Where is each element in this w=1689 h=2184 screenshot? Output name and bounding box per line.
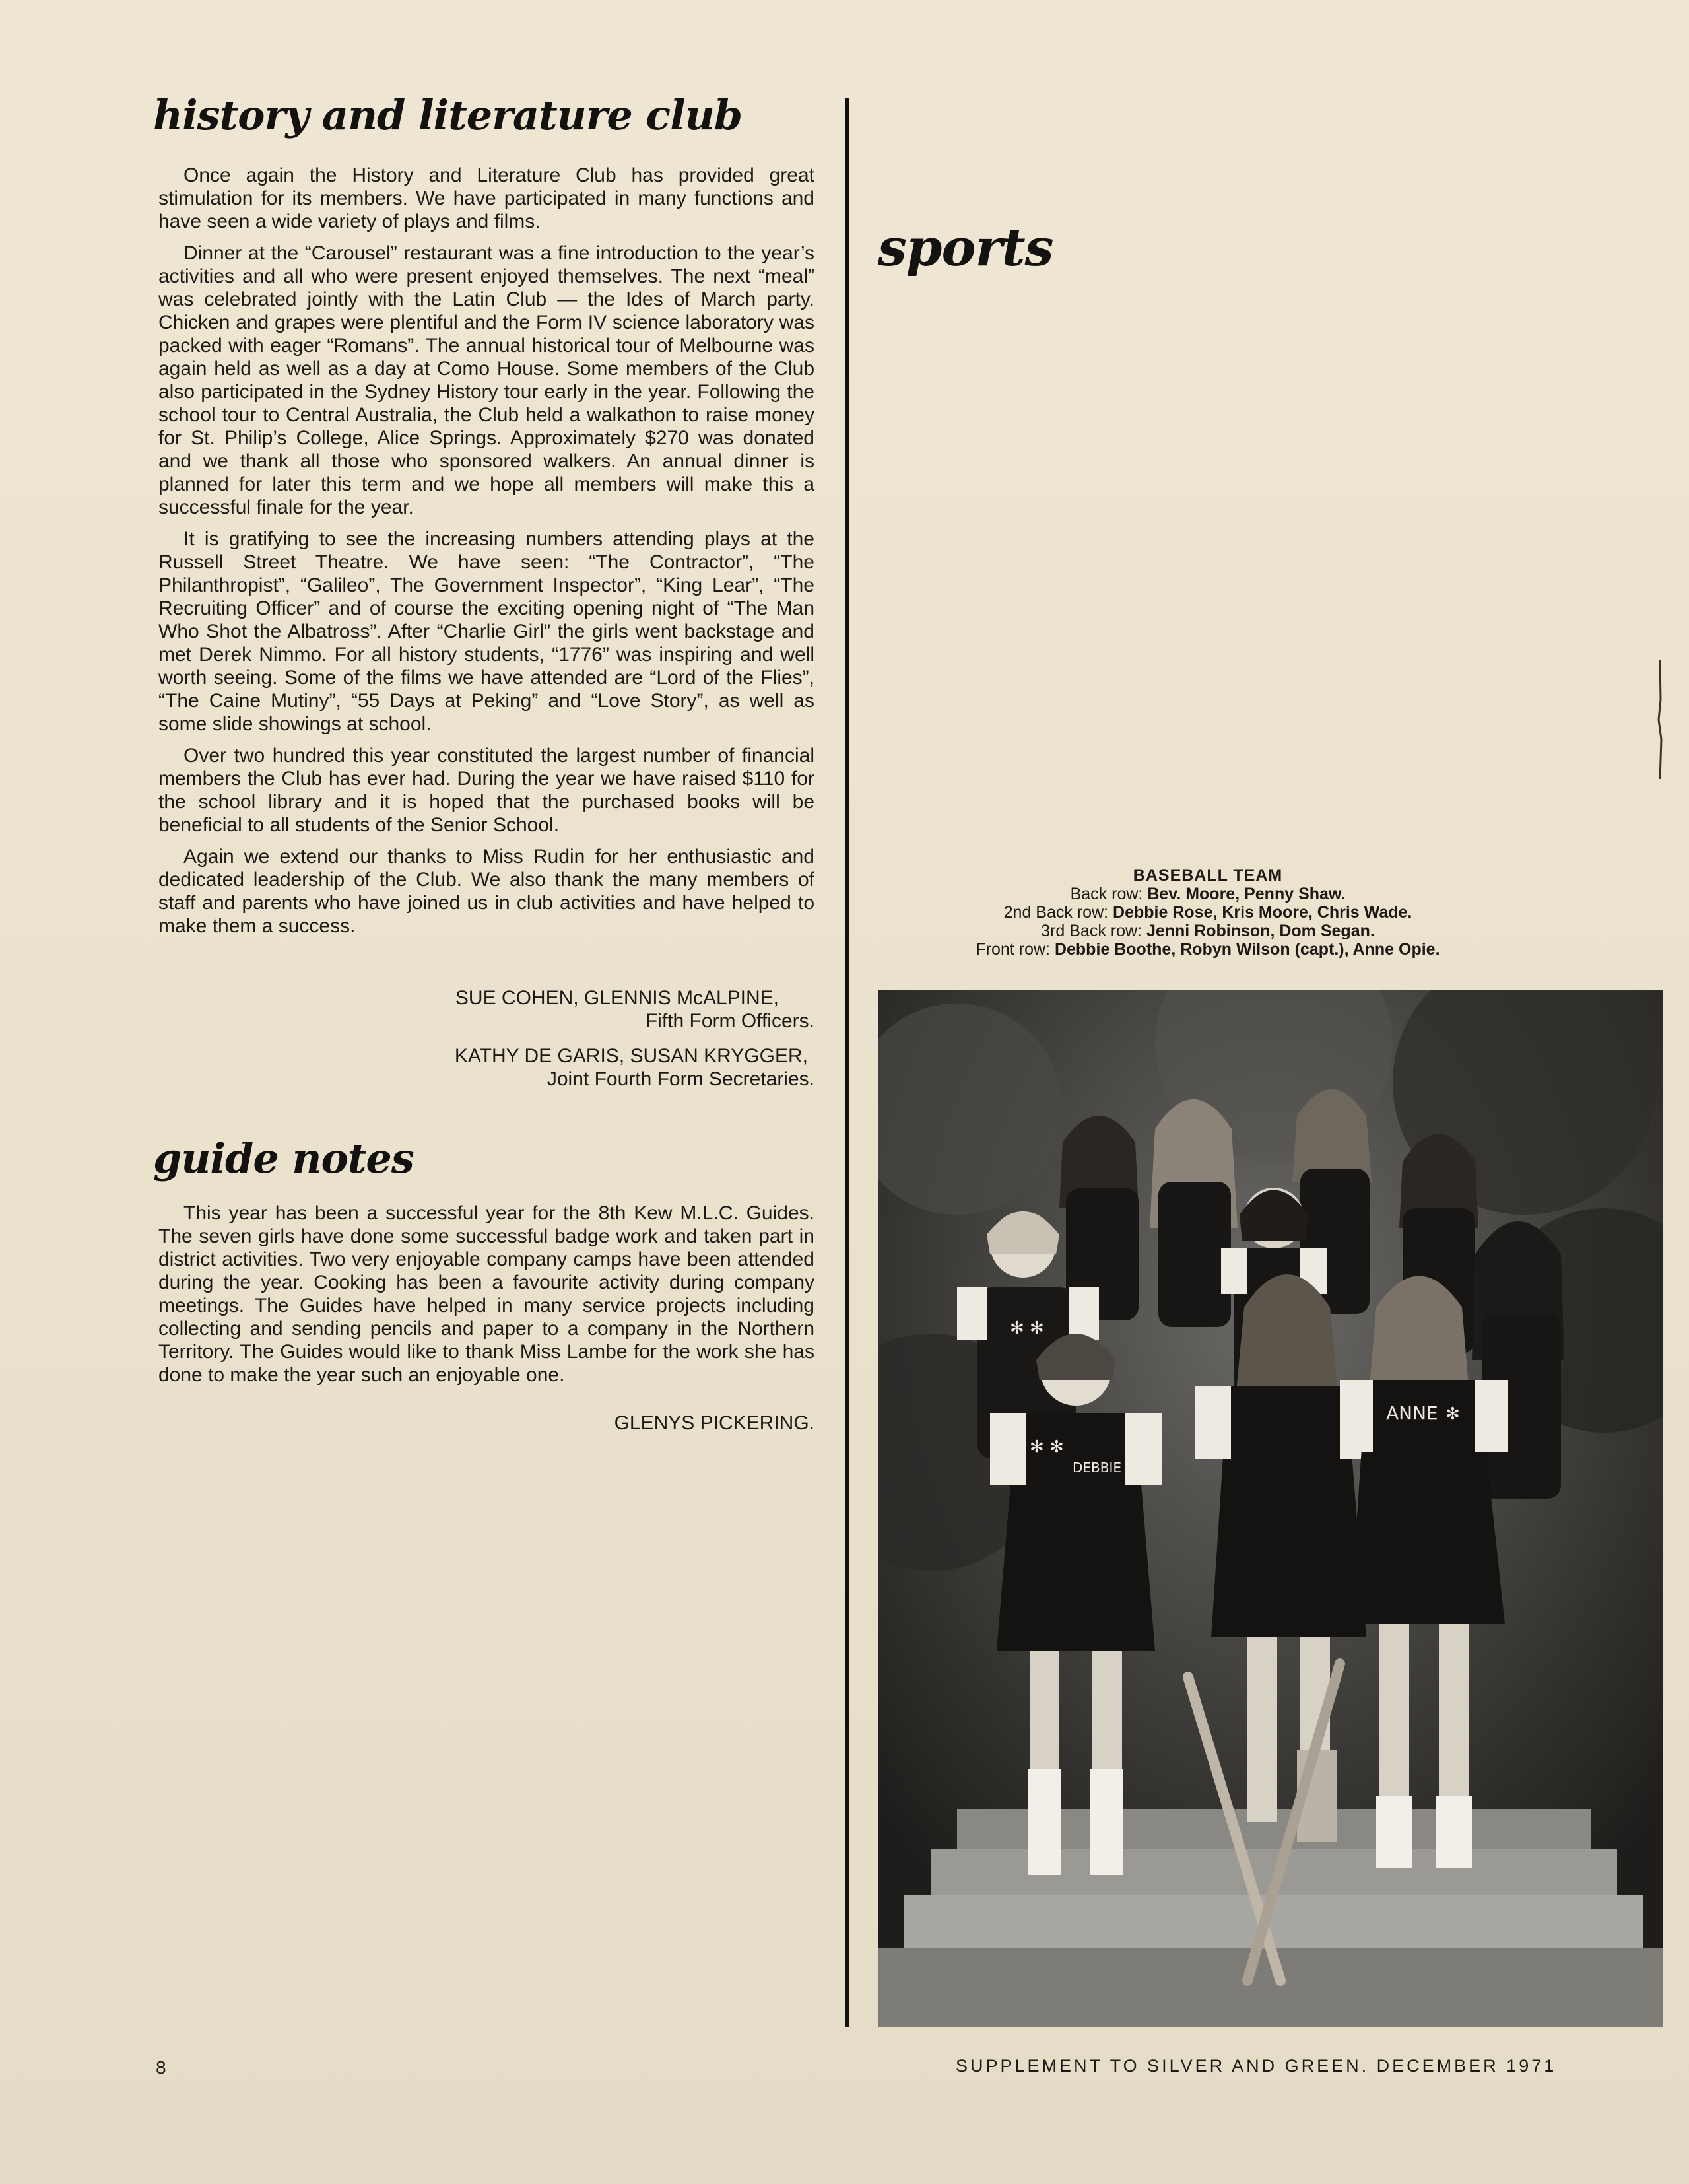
page-number: 8: [156, 2057, 166, 2078]
shirt-label-anne: ANNE: [1386, 1402, 1438, 1424]
shirt-label-debbie: DEBBIE: [1073, 1460, 1122, 1476]
guide-notes-heading: guide notes: [153, 1134, 414, 1182]
caption-row: [871, 885, 1544, 903]
history-paragraph-4: Over two hundred this year constituted the largest number of financial members the Club has ever had. During the year we have raised $110 for the school library and it is hoped that the purchased books will be beneficial to all students of the Senior School.: [158, 745, 814, 836]
caption-row-label: Front row:: [976, 940, 1050, 959]
svg-text:✻ ✻: ✻ ✻: [1030, 1437, 1064, 1457]
signature-1-names: SUE COHEN, GLENNIS McALPINE,: [455, 987, 779, 1009]
staple-mark: [1657, 660, 1663, 779]
caption-row-names: Debbie Boothe, Robyn Wilson (capt.), Anne Opie.: [1054, 940, 1440, 959]
history-paragraph-3: It is gratifying to see the increasing numbers attending plays at the Russell Street Theatre. We have seen: “The Contractor”, “The Philanthropist”, “Galileo”, The Government Inspector”, “King Lear”, “The Recruiting Officer” and of course the exciting opening night of “The Man Who Shot the Albatross”. After “Charlie Girl” the girls went backstage and met Derek Nimmo. For all history students, “1776” was inspiring and well worth seeing. Some of the films we have attended are “Lord of the Flies”, “The Caine Mutiny”, “55 Days at Peking” and “Love Story”, as well as some slide showings at school.: [158, 528, 814, 735]
team-photo-illustration: [878, 990, 1663, 2027]
signature-2-names: KATHY DE GARIS, SUSAN KRYGGER,: [454, 1045, 808, 1067]
photo-caption: [871, 866, 1544, 959]
caption-row-label: 3rd Back row:: [1041, 922, 1142, 940]
caption-row: [871, 940, 1544, 959]
history-paragraph-2: Dinner at the “Carousel” restaurant was a fine introduction to the year’s activities and all who were present enjoyed themselves. The next “meal” was celebrated jointly with the Latin Club — the Ides of March party. Chicken and grapes were plentiful and the Form IV science laboratory was packed with eager “Romans”. The annual historical tour of Melbourne was again held as well as a day at Como House. Some members of the Club also participated in the Sydney History tour early in the year. Following the school tour to Central Australia, the Club held a walkathon to raise money for St. Philip’s College, Alice Springs. Approximately $270 was donated and we thank all those who sponsored walkers. An annual dinner is planned for later this term and we hope all members will make this a successful finale for the year.: [158, 242, 814, 518]
signature-2-role: Joint Fourth Form Secretaries.: [546, 1068, 814, 1090]
history-signatures: [220, 986, 814, 1091]
guide-notes-signature: GLENYS PICKERING.: [614, 1412, 814, 1434]
caption-row: [871, 922, 1544, 940]
caption-row-label: 2nd Back row:: [1003, 903, 1109, 922]
caption-title: BASEBALL TEAM: [1133, 866, 1283, 885]
caption-row-label: Back row:: [1070, 885, 1143, 903]
caption-row: [871, 903, 1544, 922]
svg-text:✻: ✻: [1445, 1404, 1460, 1424]
publication-line: SUPPLEMENT TO SILVER AND GREEN. DECEMBER 1971: [956, 2056, 1557, 2076]
history-club-body: [158, 164, 814, 946]
history-paragraph-5: Again we extend our thanks to Miss Rudin for her enthusiastic and dedicated leadership of the Club. We also thank the many members of staff and parents who have joined us in club activities and have helped to make them a success.: [158, 846, 814, 937]
caption-row-names: Debbie Rose, Kris Moore, Chris Wade.: [1113, 903, 1412, 922]
guide-notes-paragraph: This year has been a successful year for the 8th Kew M.L.C. Guides. The seven girls have done some successful badge work and taken part in district activities. Two very enjoyable company camps have been attended during the year. Cooking has been a favourite activity during company meetings. The Guides have helped in many service projects including collecting and sending pencils and paper to a company in the Northern Territory. The Guides would like to thank Miss Lambe for the work she has done to make the year such an enjoyable one.: [158, 1202, 814, 1386]
sports-heading: sports: [878, 218, 1053, 278]
column-divider: [845, 98, 849, 2027]
team-photo: [878, 990, 1663, 2027]
history-club-heading: history and literature club: [153, 91, 743, 139]
signature-1-role: Fifth Form Officers.: [645, 1010, 814, 1032]
caption-row-names: Bev. Moore, Penny Shaw.: [1147, 885, 1346, 903]
guide-notes-body: [158, 1202, 814, 1395]
history-paragraph-1: Once again the History and Literature Club has provided great stimulation for its members. We have participated in many functions and have seen a wide variety of plays and films.: [158, 164, 814, 232]
svg-text:✻ ✻: ✻ ✻: [1010, 1318, 1044, 1338]
caption-row-names: Jenni Robinson, Dom Segan.: [1146, 922, 1375, 940]
